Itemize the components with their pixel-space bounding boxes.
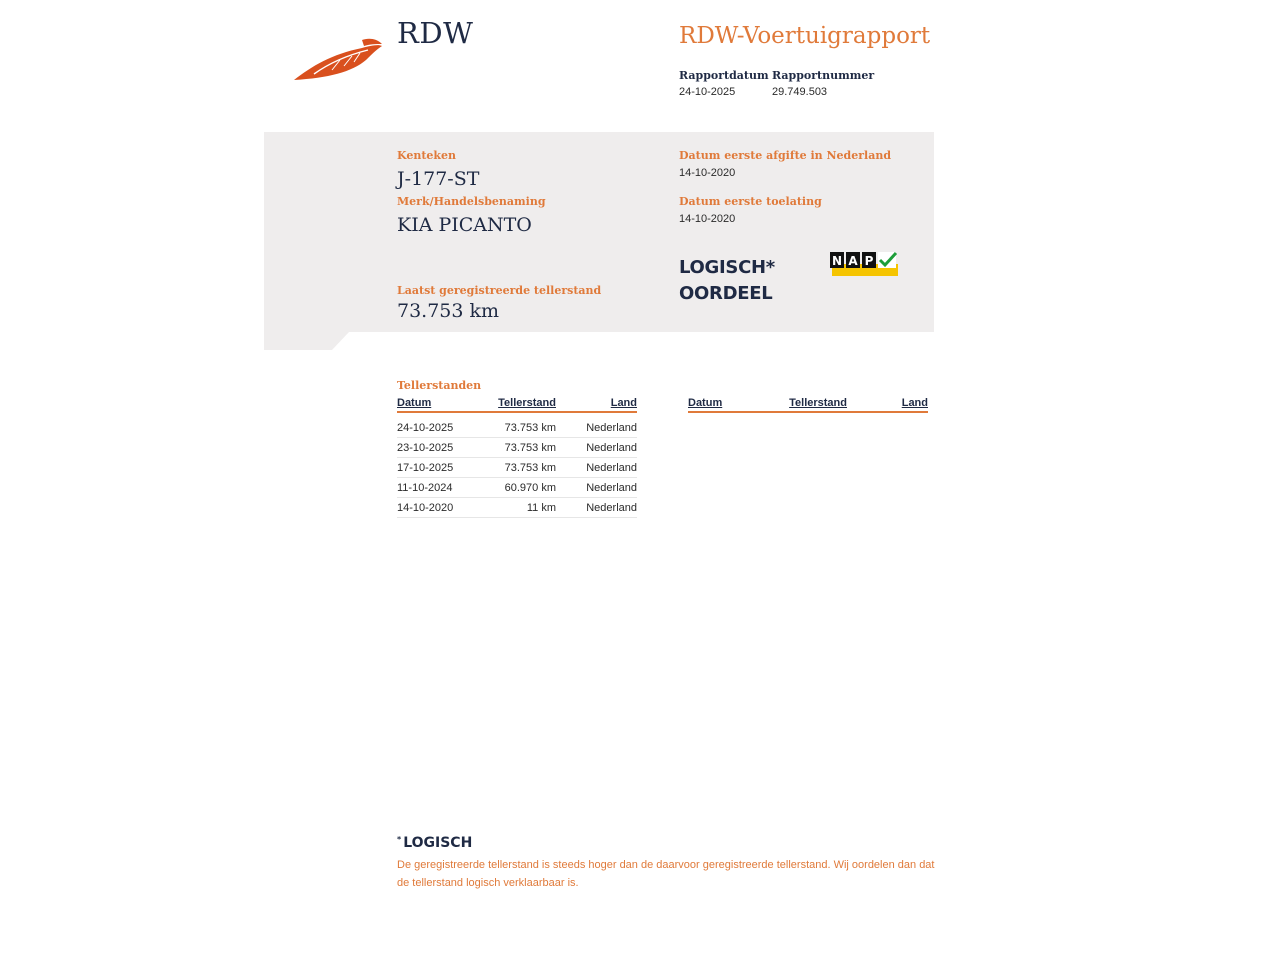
readings-section-title: Tellerstanden xyxy=(397,379,482,392)
row-date: 11-10-2024 xyxy=(397,478,487,498)
footnote-marker: * xyxy=(397,835,402,844)
footnote-text: De geregistreerde tellerstand is steeds hoger dan de daarvoor geregistreerde tellerstand. Wij oordelen dan dat de tellerstand logisch verklaarbaar is. xyxy=(397,859,935,889)
row-country: Nederland xyxy=(556,418,637,438)
table-row xyxy=(397,478,637,498)
nap-letter-a: A xyxy=(848,254,858,268)
row-reading: 73.753 km xyxy=(487,438,556,458)
vehicle-summary-panel xyxy=(264,132,934,332)
row-date: 24-10-2025 xyxy=(397,418,487,438)
make-label: Merk/Handelsbenaming xyxy=(397,195,546,208)
verdict-line-1: LOGISCH* xyxy=(679,257,775,278)
verdict xyxy=(679,255,775,307)
column-header-reading: Tellerstand xyxy=(487,396,556,412)
report-number-label: Rapportnummer xyxy=(772,69,875,82)
row-date: 23-10-2025 xyxy=(397,438,487,458)
plate-value: J-177-ST xyxy=(397,168,480,190)
row-country: Nederland xyxy=(556,458,637,478)
column-header-date: Datum xyxy=(397,396,487,412)
table-row xyxy=(397,438,637,458)
first-admission-value: 14-10-2020 xyxy=(679,213,736,225)
rdw-feather-logo-icon xyxy=(292,36,384,84)
nap-letter-p: P xyxy=(864,254,874,268)
table-row xyxy=(397,418,637,438)
first-issue-nl-value: 14-10-2020 xyxy=(679,167,736,179)
row-reading: 11 km xyxy=(487,498,556,518)
row-date: 14-10-2020 xyxy=(397,498,487,518)
row-country: Nederland xyxy=(556,498,637,518)
report-number: 29.749.503 xyxy=(772,86,828,98)
row-date: 17-10-2025 xyxy=(397,458,487,478)
first-issue-nl-label: Datum eerste afgifte in Nederland xyxy=(679,149,892,162)
row-reading: 60.970 km xyxy=(487,478,556,498)
logo-text: RDW xyxy=(397,16,474,50)
first-admission-label: Datum eerste toelating xyxy=(679,195,822,208)
row-country: Nederland xyxy=(556,438,637,458)
report-date: 24-10-2025 xyxy=(679,86,736,98)
footnote-title xyxy=(397,835,472,851)
table-row xyxy=(397,458,637,478)
row-country: Nederland xyxy=(556,478,637,498)
column-header-country: Land xyxy=(556,396,637,412)
plate-label: Kenteken xyxy=(397,149,457,162)
last-reading-value: 73.753 km xyxy=(397,300,500,322)
make-value: KIA PICANTO xyxy=(397,214,532,236)
readings-table-right xyxy=(688,396,928,413)
nap-badge xyxy=(828,250,900,278)
panel-tab-decoration xyxy=(264,332,349,350)
report-date-label: Rapportdatum xyxy=(679,69,769,82)
column-header-date: Datum xyxy=(688,396,778,412)
row-reading: 73.753 km xyxy=(487,458,556,478)
checkmark-icon xyxy=(878,252,896,268)
report-title: RDW-Voertuigrapport xyxy=(679,23,931,49)
row-reading: 73.753 km xyxy=(487,418,556,438)
table-header-row xyxy=(397,396,637,412)
readings-table-left xyxy=(397,396,637,518)
table-row xyxy=(397,498,637,518)
column-header-reading: Tellerstand xyxy=(778,396,847,412)
table-header-row xyxy=(688,396,928,412)
last-reading-label: Laatst geregistreerde tellerstand xyxy=(397,284,602,297)
nap-letter-n: N xyxy=(831,254,843,268)
column-header-country: Land xyxy=(847,396,928,412)
footnote-title-text: LOGISCH xyxy=(403,835,473,851)
verdict-line-2: OORDEEL xyxy=(679,283,773,304)
